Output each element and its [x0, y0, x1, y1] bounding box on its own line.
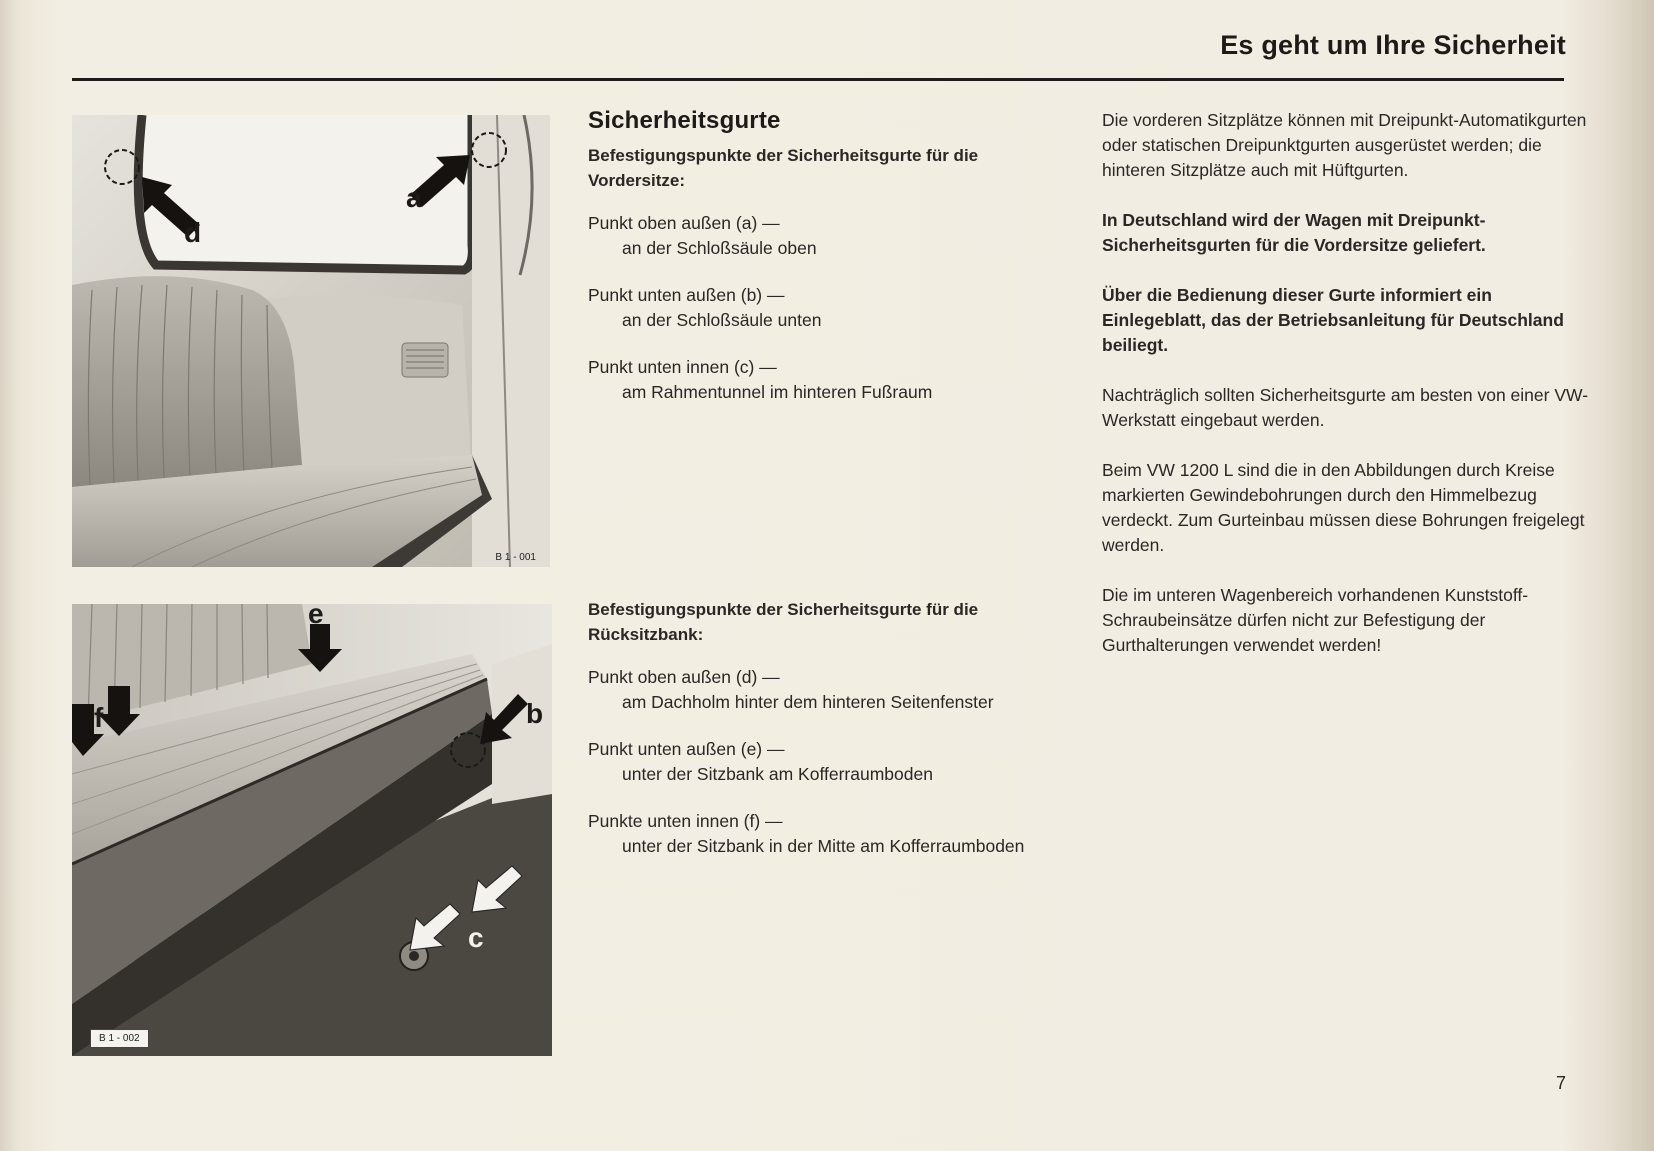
rear-bench-heading: Befestigungspunkte der Sicherheitsgurte für die Rücksitzbank: [588, 600, 979, 644]
figure-code: B 1 - 002 [90, 1029, 149, 1048]
info-paragraph: Nachträglich sollten Sicherheitsgurte am besten von einer VW-Werkstatt eingebaut werden. [1102, 385, 1589, 430]
figure-label-e: e [308, 604, 324, 629]
point-label: Punkt unten außen (b) — [588, 285, 785, 305]
point-detail: unter der Sitzbank am Kofferraumboden [622, 764, 933, 784]
figure-b1-001-illustration [72, 115, 550, 567]
figure-label-d: d [184, 217, 202, 248]
page-number: 7 [1555, 1073, 1566, 1093]
point-label: Punkt oben außen (d) — [588, 667, 780, 687]
figure-label-b: b [526, 698, 544, 729]
point-label: Punkt unten außen (e) — [588, 739, 785, 759]
figure-label-a: a [406, 182, 422, 213]
point-detail: an der Schloßsäule unten [622, 310, 822, 330]
figure-label-f: f [94, 702, 104, 733]
point-label: Punkte unten innen (f) — [588, 811, 783, 831]
front-seats-heading: Befestigungspunkte der Sicherheitsgurte für die Vordersitze: [588, 146, 979, 190]
figure-b1-001 [72, 115, 550, 567]
point-label: Punkt oben außen (a) — [588, 213, 780, 233]
figure-code: B 1 - 001 [495, 552, 536, 563]
info-column [1102, 108, 1592, 683]
page-header-title: Es geht um Ihre Sicherheit [1220, 30, 1566, 60]
point-label: Punkt unten innen (c) — [588, 357, 777, 377]
belt-points-column [588, 108, 1058, 881]
point-detail: an der Schloßsäule oben [622, 238, 817, 258]
rear-point-f [588, 809, 1058, 859]
info-paragraph: Die vorderen Sitzplätze können mit Dreipunkt-Automatikgurten oder statischen Dreipunktgurten ausgerüstet werden; die hinteren Sitzplätze auch mit Hüftgurten. [1102, 110, 1587, 180]
point-detail: am Dachholm hinter dem hinteren Seitenfenster [622, 692, 994, 712]
rear-point-d [588, 665, 1058, 715]
info-paragraph: In Deutschland wird der Wagen mit Dreipunkt-Sicherheitsgurten für die Vordersitze geliefert. [1102, 210, 1486, 255]
info-paragraph: Über die Bedienung dieser Gurte informiert ein Einlegeblatt, das der Betriebsanleitung für Deutschland beiliegt. [1102, 285, 1564, 355]
column-spacer [588, 427, 1058, 597]
rear-point-e [588, 737, 1058, 787]
info-paragraph: Beim VW 1200 L sind die in den Abbildungen durch Kreise markierten Gewindebohrungen durch den Himmelbezug verdeckt. Zum Gurteinbau müssen diese Bohrungen freigelegt werden. [1102, 460, 1585, 555]
front-point-a [588, 211, 1058, 261]
figure-b1-002 [72, 604, 552, 1056]
point-detail: am Rahmentunnel im hinteren Fußraum [622, 382, 933, 402]
front-point-b [588, 283, 1058, 333]
figure-label-c: c [468, 922, 484, 953]
point-detail: unter der Sitzbank in der Mitte am Kofferraumboden [622, 836, 1025, 856]
info-paragraph: Die im unteren Wagenbereich vorhandenen Kunststoff-Schraubeinsätze dürfen nicht zur Befestigung der Gurthalterungen verwendet werden! [1102, 585, 1529, 655]
header-rule [72, 78, 1564, 81]
front-point-c [588, 355, 1058, 405]
figure-b1-002-illustration [72, 604, 552, 1056]
section-title: Sicherheitsgurte [588, 107, 781, 134]
